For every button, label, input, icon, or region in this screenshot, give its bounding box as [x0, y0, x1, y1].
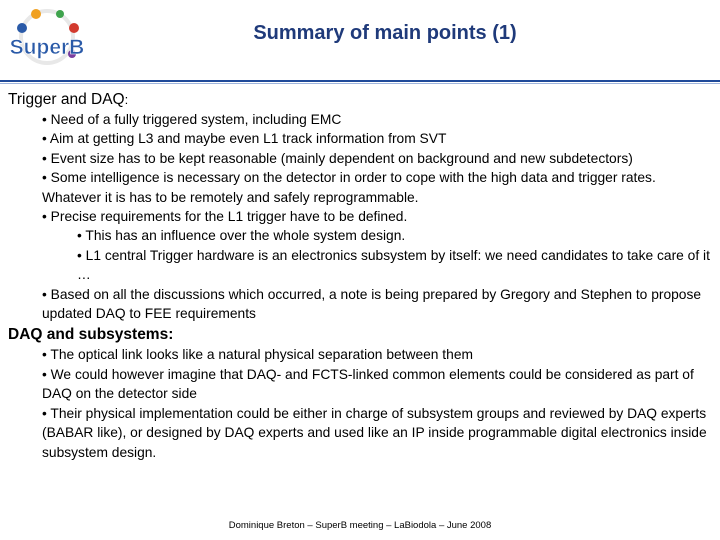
list-item: • Event size has to be kept reasonable (mainly dependent on background and new subdetectors): [42, 150, 633, 166]
section-heading-colon: :: [124, 92, 129, 107]
logo-dot-green: [56, 10, 64, 18]
sub-list-item: • This has an influence over the whole system design.: [77, 228, 406, 244]
list-item: • The optical link looks like a natural physical separation between them: [42, 347, 473, 363]
section-heading-trigger-daq: [8, 90, 713, 110]
slide-footer: Dominique Breton – SuperB meeting – LaBiodola – June 2008: [228, 520, 492, 531]
list-item-text: • Precise requirements for the L1 trigger have to be defined.: [42, 209, 408, 225]
superb-logo: [6, 6, 88, 70]
superb-logo-graphic: [6, 6, 88, 70]
logo-text: SuperB: [9, 36, 85, 59]
section-heading-text: Trigger and DAQ: [8, 91, 125, 108]
slide-body: [8, 90, 713, 462]
logo-dot-blue: [17, 23, 27, 33]
list-item: • We could however imagine that DAQ- and FCTS-linked common elements could be considered as part of DAQ on the detector side: [42, 366, 694, 402]
list-item: [42, 207, 713, 285]
logo-dot-red: [69, 23, 79, 33]
daq-subsystems-points: [8, 345, 713, 461]
title-divider: [0, 80, 720, 82]
list-item: • Need of a fully triggered system, including EMC: [42, 112, 342, 127]
sub-list-item: • L1 central Trigger hardware is an electronics subsystem by itself: we need candidates to take care of it …: [77, 247, 710, 283]
list-item: • Some intelligence is necessary on the detector in order to cope with the high data and trigger rates. Whatever it is has to be remotely and safely reprogrammable.: [42, 170, 656, 205]
trigger-daq-points: [8, 110, 713, 323]
list-item: • Aim at getting L3 and maybe even L1 track information from SVT: [42, 131, 447, 147]
title-divider-shadow: [0, 83, 720, 84]
l1-trigger-subpoints: [42, 226, 713, 284]
list-item: • Based on all the discussions which occurred, a note is being prepared by Gregory and Stephen to propose updated DAQ to FEE requirements: [42, 286, 702, 322]
logo-dot-orange: [31, 9, 41, 19]
section-heading-daq-subsystems: DAQ and subsystems:: [8, 326, 174, 344]
list-item: • Their physical implementation could be either in charge of subsystem groups and reviewed by DAQ experts (BABAR like), or designed by DAQ experts and used like an IP inside programmable digital electronics inside subsystem design.: [42, 405, 707, 460]
slide-title: Summary of main points (1): [253, 22, 517, 44]
